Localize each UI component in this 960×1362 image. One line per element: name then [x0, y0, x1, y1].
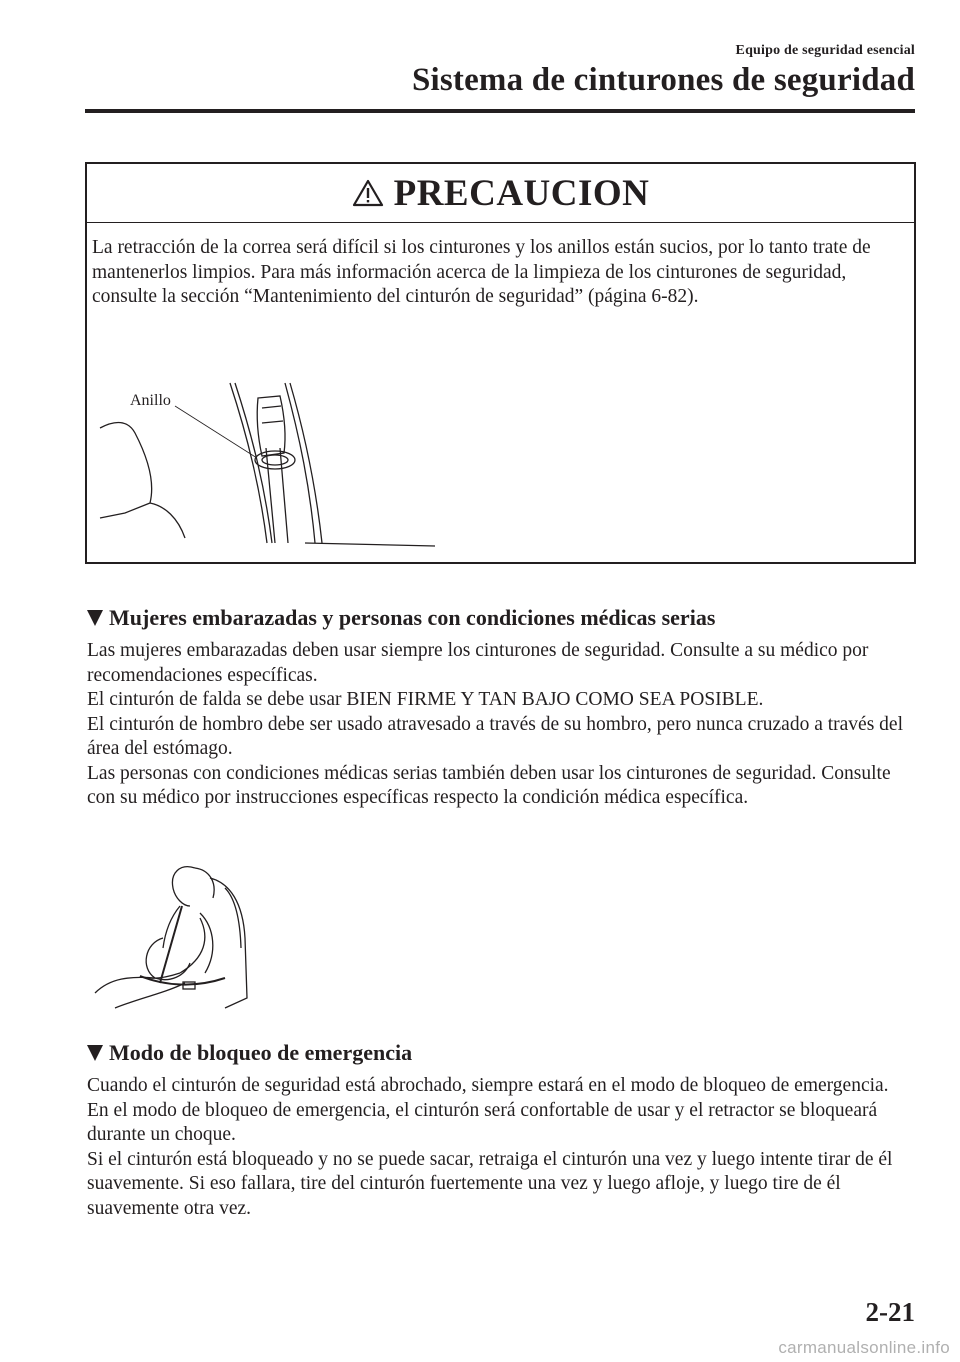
- warning-triangle-icon: [352, 179, 384, 207]
- caution-header: [87, 164, 914, 223]
- pregnant-woman-illustration: [85, 858, 260, 1018]
- paragraph: Si el cinturón está bloqueado y no se puede sacar, retraiga el cinturón una vez y luego intente tirar de él suavemente. Si eso fallara, tire del cinturón fuertemente una vez y luego afloje, y luego tire de él suavemente otra vez.: [87, 1148, 893, 1219]
- section-emergency-lock: [87, 1040, 917, 1221]
- section-pregnant: [87, 605, 917, 811]
- down-triangle-icon: [87, 610, 103, 626]
- paragraph: Cuando el cinturón de seguridad está abrochado, siempre estará en el modo de bloqueo de emergencia.: [87, 1075, 889, 1096]
- down-triangle-icon: [87, 1045, 103, 1061]
- paragraph: El cinturón de hombro debe ser usado atravesado a través de su hombro, pero nunca cruzado a través del área del estómago.: [87, 713, 903, 759]
- paragraph: El cinturón de falda se debe usar BIEN FIRME Y TAN BAJO COMO SEA POSIBLE.: [87, 689, 764, 710]
- caution-text: La retracción de la correa será difícil si los cinturones y los anillos están sucios, por lo tanto trate de mantenerlos limpios. Para más información acerca de la limpieza de los cinturones de seguridad, consulte la sección “Mantenimiento del cinturón de seguridad” (página 6-82).: [92, 237, 871, 307]
- paragraph: Las personas con condiciones médicas serias también deben usar los cinturones de seguridad. Consulte con su médico por instrucciones específicas respecto la condición médica específica.: [87, 762, 891, 808]
- page-header-subtitle: Equipo de seguridad esencial: [735, 43, 915, 58]
- watermark: carmanualsonline.info: [778, 1338, 950, 1357]
- header-rule: [85, 109, 915, 113]
- caution-box: [85, 162, 916, 564]
- section-title-emergency-lock: Modo de bloqueo de emergencia: [109, 1040, 413, 1065]
- paragraph: Las mujeres embarazadas deben usar siempre los cinturones de seguridad. Consulte a su médico por recomendaciones específicas.: [87, 640, 869, 686]
- ring-label: Anillo: [130, 392, 171, 409]
- paragraph: En el modo de bloqueo de emergencia, el cinturón será confortable de usar y el retractor se bloqueará durante un choque.: [87, 1099, 878, 1145]
- page-header-title: Sistema de cinturones de seguridad: [411, 62, 915, 98]
- section-title-pregnant: Mujeres embarazadas y personas con condiciones médicas serias: [109, 605, 716, 630]
- seatbelt-ring-illustration: [90, 378, 450, 548]
- page-number: 2-21: [865, 1297, 915, 1327]
- caution-title: PRECAUCION: [393, 172, 650, 214]
